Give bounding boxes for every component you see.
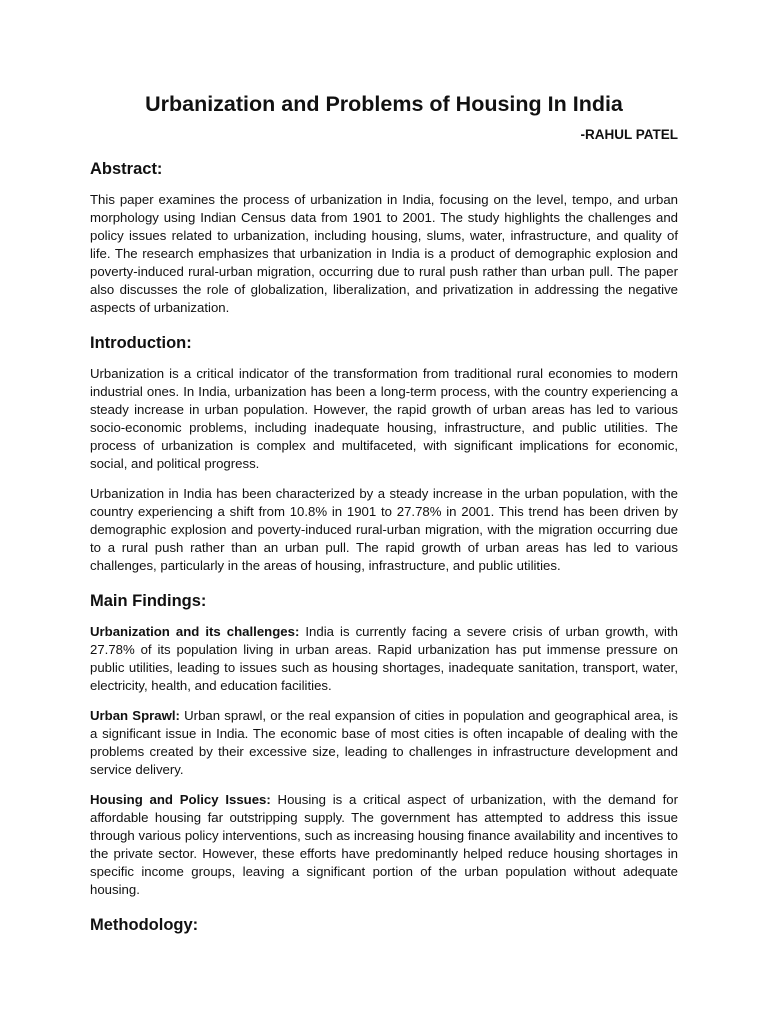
- introduction-paragraph-1: Urbanization is a critical indicator of the transformation from traditional rural economies to modern industrial ones. In India, urbanization has been a long-term process, with the country experiencing a steady increase in urban population. However, the rapid growth of urban areas has led to various socio-economic problems, including inadequate housing, infrastructure, and public utilities. The process of urbanization is complex and multifaceted, with significant implications for economic, social, and political progress.: [90, 366, 678, 471]
- abstract-heading: Abstract:: [90, 160, 163, 178]
- finding-paragraph-urban-sprawl: [90, 707, 678, 779]
- document-author: -RAHUL PATEL: [580, 127, 678, 142]
- finding-lead-urbanization-challenges: Urbanization and its challenges:: [90, 624, 300, 639]
- finding-text-urban-sprawl: Urban sprawl, or the real expansion of cities in population and geographical area, is a significant issue in India. The economic base of most cities is often incapable of dealing with the problems created by their excessive size, leading to challenges in infrastructure development and service delivery.: [90, 708, 678, 777]
- methodology-heading: Methodology:: [90, 916, 199, 934]
- main-findings-heading: Main Findings:: [90, 592, 207, 610]
- introduction-heading: Introduction:: [90, 334, 192, 352]
- finding-lead-urban-sprawl: Urban Sprawl:: [90, 708, 180, 723]
- abstract-paragraph: This paper examines the process of urbanization in India, focusing on the level, tempo, and urban morphology using Indian Census data from 1901 to 2001. The study highlights the challenges and policy issues related to urbanization, including housing, slums, water, infrastructure, and quality of life. The research emphasizes that urbanization in India is a product of demographic explosion and poverty-induced rural-urban migration, occurring due to rural push rather than urban pull. The paper also discusses the role of globalization, liberalization, and privatization in addressing the negative aspects of urbanization.: [90, 192, 678, 315]
- finding-text-urbanization-challenges: India is currently facing a severe crisis of urban growth, with 27.78% of its population living in urban areas. Rapid urbanization has put immense pressure on public utilities, leading to issues such as housing shortages, inadequate sanitation, transport, water, electricity, health, and education facilities.: [90, 624, 678, 693]
- finding-lead-housing-policy: Housing and Policy Issues:: [90, 792, 271, 807]
- finding-paragraph-housing-policy: [90, 791, 678, 899]
- finding-text-housing-policy: Housing is a critical aspect of urbanization, with the demand for affordable housing far outstripping supply. The government has attempted to address this issue through various policy interventions, such as increasing housing finance availability and incentives to the private sector. However, these efforts have predominantly helped reduce housing shortages in specific income groups, leaving a significant portion of the urban population without adequate housing.: [90, 792, 678, 897]
- introduction-paragraph-2: Urbanization in India has been characterized by a steady increase in the urban population, with the country experiencing a shift from 10.8% in 1901 to 27.78% in 2001. This trend has been driven by demographic explosion and poverty-induced rural-urban migration, with the migration occurring due to a rural push rather than an urban pull. The rapid growth of urban areas has led to various challenges, particularly in the areas of housing, infrastructure, and public utilities.: [90, 486, 678, 573]
- finding-paragraph-urbanization-challenges: [90, 623, 678, 695]
- document-title: Urbanization and Problems of Housing In India: [145, 92, 623, 116]
